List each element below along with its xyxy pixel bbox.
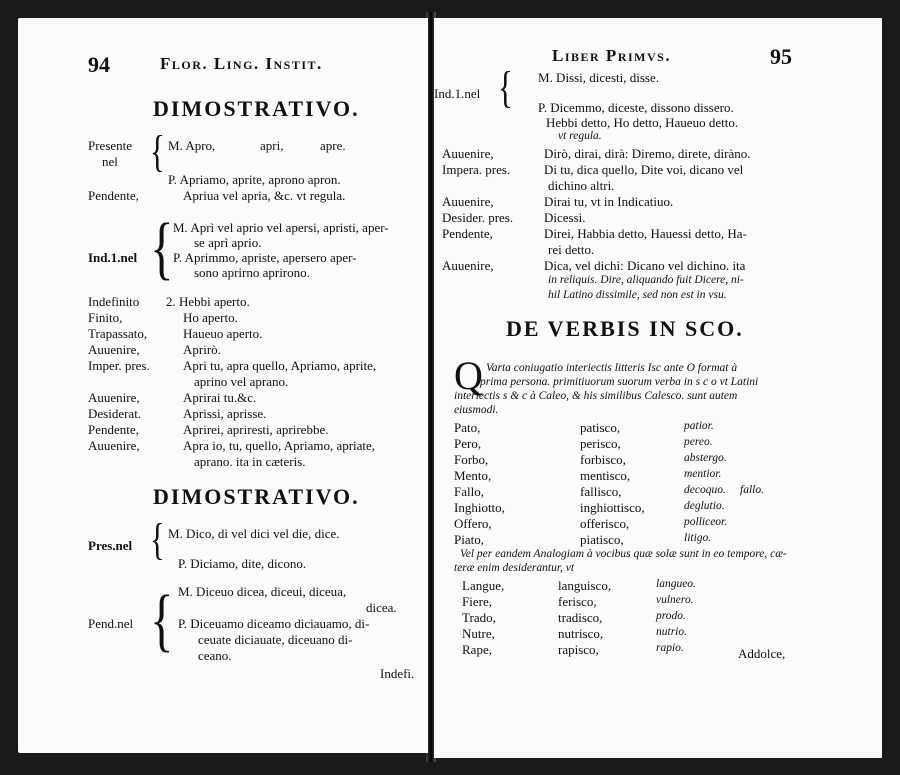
verb-col3: polliceor.	[684, 516, 728, 528]
verb2-col3: nutrio.	[656, 626, 687, 638]
left-page	[18, 18, 428, 753]
pres-m: M. Apro,	[168, 138, 216, 153]
row-label: Pendente,	[442, 226, 493, 241]
verb-col3: deglutio.	[684, 500, 725, 512]
left-catchword: Indefi.	[380, 666, 415, 681]
pendente-text: Apriua vel apria, &c. vt regula.	[183, 188, 346, 203]
verb-col1: Inghiotto,	[454, 500, 505, 515]
verb-col3: litigo.	[684, 532, 712, 544]
verb-col1: Fallo,	[454, 484, 484, 499]
presente-label: Presente	[88, 138, 133, 153]
para-line: interiectis s & c à Caleo, & his similibus Calesco. sunt autem	[454, 390, 738, 402]
row-label: Desiderat.	[88, 406, 142, 421]
pres2-label: Pres.nel	[88, 538, 133, 553]
ind-m-right: M. Dissi, dicesti, disse.	[538, 70, 659, 85]
row-text: Direi, Habbia detto, Hauessi detto, Ha-	[544, 226, 747, 241]
row-label: Indefinito	[88, 294, 140, 309]
row-text: 2. Hebbi aperto.	[166, 294, 250, 309]
row-text: Aprirò.	[183, 342, 221, 357]
row-label: Auuenire,	[442, 194, 494, 209]
row-label: Pendente,	[88, 422, 139, 437]
verb-col3: decoquo.	[684, 484, 726, 496]
section-title-dimostrativo-1: DIMOSTRATIVO.	[153, 96, 360, 121]
pres-m2: apri,	[260, 138, 284, 153]
verb2-col2: languisco,	[558, 578, 612, 593]
verb-col3: pereo.	[684, 436, 713, 448]
ind-p3-right: vt regula.	[558, 130, 602, 142]
verb2-col3: langueo.	[656, 578, 696, 590]
row-text: Apri tu, apra quello, Apriamo, aprite,	[183, 358, 377, 373]
verb-col1: Forbo,	[454, 452, 489, 467]
row-text: Aprissi, aprisse.	[183, 406, 267, 421]
row-label: Finito,	[88, 310, 123, 325]
row-label: Trapassato,	[88, 326, 148, 341]
ind-p2-right: Hebbi detto, Ho detto, Haueuo detto.	[546, 115, 739, 130]
verb-col2: fallisco,	[580, 484, 622, 499]
ind-label: Ind.1.nel	[88, 250, 138, 265]
right-running-head: Liber Primvs.	[552, 46, 672, 65]
row-text: Apra io, tu, quello, Apriamo, apriate,	[183, 438, 376, 453]
row-text: Dicessi.	[544, 210, 586, 225]
verb2-col2: ferisco,	[558, 594, 597, 609]
ind-label-right: Ind.1.nel	[434, 86, 481, 101]
row-label: Imper. pres.	[88, 358, 150, 373]
left-page-number: 94	[88, 52, 110, 77]
verb2-col1: Nutre,	[462, 626, 495, 641]
row-label: Desider. pres.	[442, 210, 514, 225]
verb-col1: Piato,	[454, 532, 484, 547]
verb-col2: patisco,	[580, 420, 621, 435]
verb-col1: Pero,	[454, 436, 482, 451]
verb2-col1: Langue,	[462, 578, 505, 593]
verb-col1: Pato,	[454, 420, 481, 435]
brace: {	[150, 210, 174, 287]
verb2-col1: Rape,	[462, 642, 492, 657]
presente-label-nel: nel	[102, 154, 118, 169]
pend2-m2: dicea.	[366, 600, 397, 615]
ind-m2: se aprì aprio.	[194, 235, 262, 250]
fallo-extra: fallo.	[740, 484, 764, 496]
row-text: hil Latino dissimile, sed non est in vsu.	[548, 289, 727, 301]
pres2-m: M. Dico, di vel dici vel die, dice.	[168, 526, 340, 541]
row-text: Aprirai tu.&c.	[183, 390, 257, 405]
row-label: Auuenire,	[442, 146, 494, 161]
verb-col2: piatisco,	[580, 532, 624, 547]
pres-p: P. Apriamo, aprite, aprono apron.	[168, 172, 341, 187]
verb2-col2: tradisco,	[558, 610, 603, 625]
section-title-dimostrativo-2: DIMOSTRATIVO.	[153, 484, 360, 509]
row-text: rei detto.	[548, 242, 595, 257]
per-line: Vel per eandem Analogiam à vocibus quæ solæ sunt in eo tempore, cæ-	[460, 548, 787, 560]
para-line: Varta coniugatio interiectis litteris Isc ante O format à	[486, 362, 738, 374]
brace: {	[498, 63, 513, 112]
pres2-p: P. Diciamo, dite, dicono.	[178, 556, 307, 571]
verb2-col3: rapio.	[656, 642, 684, 654]
row-text: Ho aperto.	[183, 310, 238, 325]
pend2-label: Pend.nel	[88, 616, 134, 631]
pendente-label: Pendente,	[88, 188, 139, 203]
verb2-col3: vulnero.	[656, 594, 694, 606]
per-line: teræ enim desiderantur, vt	[454, 562, 575, 574]
right-page	[434, 18, 882, 758]
row-text: Haueuo aperto.	[183, 326, 263, 341]
ind-p2: sono aprirno aprirono.	[194, 265, 310, 280]
section-title-de-verbis: DE VERBIS IN SCO.	[506, 316, 744, 341]
verb-col2: offerisco,	[580, 516, 630, 531]
row-text: Dica, vel dichi: Dicano vel dichino. ita	[544, 258, 746, 273]
pend2-p3: ceano.	[198, 648, 232, 663]
verb2-col1: Trado,	[462, 610, 496, 625]
row-text: Aprirei, apriresti, aprirebbe.	[183, 422, 329, 437]
verb-col2: forbisco,	[580, 452, 626, 467]
left-running-head: Flor. Ling. Instit.	[160, 54, 323, 73]
drop-cap: Q	[454, 353, 483, 398]
verb-col2: perisco,	[580, 436, 621, 451]
verb-col2: inghiottisco,	[580, 500, 645, 515]
brace: {	[150, 515, 165, 564]
brace: {	[150, 127, 165, 176]
verb-col1: Offero,	[454, 516, 492, 531]
row-label: Auuenire,	[88, 342, 140, 357]
right-catchword: Addolce,	[738, 646, 786, 661]
ind-p1-right: P. Dicemmo, diceste, dissono dissero.	[538, 100, 734, 115]
pres-m3: apre.	[320, 138, 346, 153]
row-label: Auuenire,	[442, 258, 494, 273]
brace: {	[150, 582, 174, 659]
row-label: Auuenire,	[88, 438, 140, 453]
pend2-p2: ceuate diciauate, diceuano di-	[198, 632, 353, 647]
row-text: Di tu, dica quello, Dite voi, dicano vel	[544, 162, 744, 177]
row-text: Dirai tu, vt in Indicatiuo.	[544, 194, 674, 209]
verb2-col2: rapisco,	[558, 642, 599, 657]
verb2-col1: Fiere,	[462, 594, 492, 609]
row-text: aprano. ita in cæteris.	[194, 454, 306, 469]
verb-col1: Mento,	[454, 468, 492, 483]
pend2-m1: M. Diceuo dicea, diceui, diceua,	[178, 584, 347, 599]
para-line: eiusmodi.	[454, 404, 499, 416]
row-text: aprino vel aprano.	[194, 374, 289, 389]
right-page-number: 95	[770, 44, 792, 69]
verb-col3: patior.	[684, 420, 714, 432]
verb2-col2: nutrisco,	[558, 626, 604, 641]
verb2-col3: prodo.	[656, 610, 686, 622]
ind-p1: P. Aprimmo, apriste, apersero aper-	[173, 250, 357, 265]
para-line: prima persona. primitiuorum suorum verba in s c o vt Latini	[480, 376, 759, 388]
row-text: dichino altri.	[548, 178, 615, 193]
row-text: Dirò, dirai, dirà: Diremo, direte, diràno.	[544, 146, 751, 161]
verb-col3: mentior.	[684, 468, 722, 480]
row-label: Auuenire,	[88, 390, 140, 405]
row-label: Impera. pres.	[442, 162, 511, 177]
row-text: in reliquis. Dire, aliquando fuit Dicere, ni-	[548, 274, 744, 286]
pend2-p1: P. Diceuamo diceamo diciauamo, di-	[178, 616, 370, 631]
verb-col3: abstergo.	[684, 452, 727, 464]
ind-m1: M. Aprì vel aprio vel apersi, apristi, aper-	[173, 220, 389, 235]
verb-col2: mentisco,	[580, 468, 631, 483]
